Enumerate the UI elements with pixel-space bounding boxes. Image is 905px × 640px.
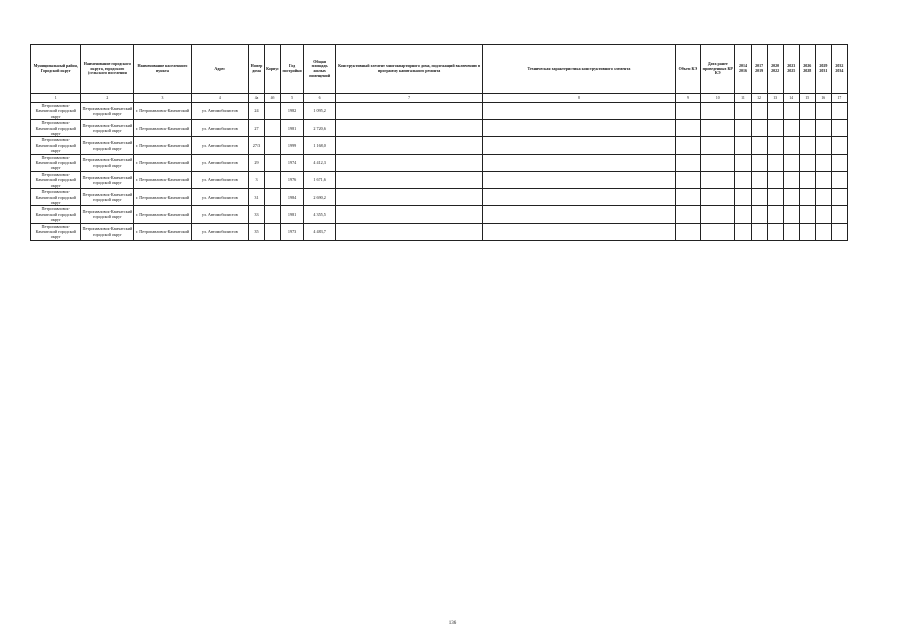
column-number-row <box>31 94 848 103</box>
column-number-cell: 12 <box>751 94 767 103</box>
empty-cell <box>783 171 799 188</box>
group-house-cell: 29 <box>248 154 264 171</box>
empty-cell <box>483 120 676 137</box>
group-area-cell: 2 690,2 <box>304 189 336 206</box>
group-locality-cell: г. Петропавловск-Камчатский <box>134 103 191 120</box>
header-cell: Корпус <box>265 45 281 94</box>
empty-cell <box>735 137 751 154</box>
column-number-cell: 17 <box>831 94 847 103</box>
group-district-cell: Петропавловск-Камчатский городской округ <box>31 120 81 137</box>
column-number-cell: 16 <box>815 94 831 103</box>
header-cell: Дата ранее проведенных КР КЭ <box>701 45 735 94</box>
group-district-cell: Петропавловск-Камчатский городской округ <box>31 189 81 206</box>
empty-cell <box>675 154 700 171</box>
header-cell: 2017 2019 <box>751 45 767 94</box>
empty-cell <box>483 223 676 240</box>
table-row <box>31 206 848 223</box>
column-number-cell: 7 <box>336 94 483 103</box>
empty-cell <box>483 154 676 171</box>
column-number-cell: 8 <box>483 94 676 103</box>
empty-cell <box>751 103 767 120</box>
empty-cell <box>767 223 783 240</box>
empty-cell <box>675 137 700 154</box>
empty-cell <box>831 103 847 120</box>
empty-cell <box>767 171 783 188</box>
group-korpus-cell <box>265 189 281 206</box>
header-cell: 2032 2034 <box>831 45 847 94</box>
column-number-cell: 5 <box>281 94 304 103</box>
empty-cell <box>751 171 767 188</box>
empty-cell <box>751 223 767 240</box>
group-house-cell: 3 <box>248 171 264 188</box>
group-district-cell: Петропавловск-Камчатский городской округ <box>31 223 81 240</box>
empty-cell <box>783 120 799 137</box>
group-settlement-cell: Петропавловск-Камчатский городской округ <box>81 103 134 120</box>
group-settlement-cell: Петропавловск-Камчатский городской округ <box>81 171 134 188</box>
empty-cell <box>799 223 815 240</box>
table-row <box>31 120 848 137</box>
table-header-row <box>31 45 848 94</box>
table-row <box>31 154 848 171</box>
group-year-cell: 1982 <box>281 103 304 120</box>
empty-cell <box>767 103 783 120</box>
empty-cell <box>815 120 831 137</box>
group-settlement-cell: Петропавловск-Камчатский городской округ <box>81 206 134 223</box>
group-district-cell: Петропавловск-Камчатский городской округ <box>31 206 81 223</box>
header-cell: Техническая характеристика конструктивного элемента <box>483 45 676 94</box>
empty-cell <box>336 120 483 137</box>
table-body <box>31 103 848 241</box>
empty-cell <box>799 189 815 206</box>
group-korpus-cell <box>265 137 281 154</box>
empty-cell <box>783 103 799 120</box>
column-number-cell: 14 <box>783 94 799 103</box>
empty-cell <box>735 154 751 171</box>
column-number-cell: 2 <box>81 94 134 103</box>
header-cell: Номер дома <box>248 45 264 94</box>
table-row <box>31 137 848 154</box>
header-cell: Год постройки <box>281 45 304 94</box>
empty-cell <box>799 171 815 188</box>
group-district-cell: Петропавловск-Камчатский городской округ <box>31 154 81 171</box>
empty-cell <box>815 189 831 206</box>
group-locality-cell: г. Петропавловск-Камчатский <box>134 206 191 223</box>
empty-cell <box>701 206 735 223</box>
column-number-cell: 13 <box>767 94 783 103</box>
group-district-cell: Петропавловск-Камчатский городской округ <box>31 171 81 188</box>
empty-cell <box>783 206 799 223</box>
header-cell: Наименование городского округа, городского (сельского поселения <box>81 45 134 94</box>
column-number-cell: 9 <box>675 94 700 103</box>
empty-cell <box>675 171 700 188</box>
empty-cell <box>675 206 700 223</box>
empty-cell <box>815 171 831 188</box>
empty-cell <box>701 103 735 120</box>
empty-cell <box>483 206 676 223</box>
empty-cell <box>701 189 735 206</box>
empty-cell <box>767 206 783 223</box>
table-row <box>31 223 848 240</box>
column-number-cell: 11 <box>735 94 751 103</box>
empty-cell <box>831 120 847 137</box>
empty-cell <box>483 137 676 154</box>
empty-cell <box>831 223 847 240</box>
column-number-cell: 4 <box>191 94 248 103</box>
empty-cell <box>815 206 831 223</box>
column-number-cell: 4а <box>248 94 264 103</box>
empty-cell <box>751 154 767 171</box>
empty-cell <box>701 120 735 137</box>
empty-cell <box>751 120 767 137</box>
empty-cell <box>336 206 483 223</box>
empty-cell <box>751 189 767 206</box>
empty-cell <box>783 137 799 154</box>
empty-cell <box>783 223 799 240</box>
empty-cell <box>831 206 847 223</box>
column-number-cell: 6 <box>304 94 336 103</box>
empty-cell <box>675 189 700 206</box>
header-cell: 2014 2016 <box>735 45 751 94</box>
group-locality-cell: г. Петропавловск-Камчатский <box>134 154 191 171</box>
empty-cell <box>336 154 483 171</box>
group-year-cell: 1999 <box>281 137 304 154</box>
group-korpus-cell <box>265 206 281 223</box>
group-address-cell: ул. Автомобилистов <box>191 120 248 137</box>
empty-cell <box>701 171 735 188</box>
group-address-cell: ул. Автомобилистов <box>191 171 248 188</box>
empty-cell <box>815 223 831 240</box>
group-house-cell: 35 <box>248 223 264 240</box>
capital-repair-table-sheet <box>30 44 848 241</box>
column-number-cell: 15 <box>799 94 815 103</box>
group-locality-cell: г. Петропавловск-Камчатский <box>134 189 191 206</box>
empty-cell <box>483 171 676 188</box>
empty-cell <box>783 154 799 171</box>
empty-cell <box>336 103 483 120</box>
empty-cell <box>831 137 847 154</box>
empty-cell <box>799 154 815 171</box>
group-house-cell: 27/3 <box>248 137 264 154</box>
group-address-cell: ул. Автомобилистов <box>191 189 248 206</box>
empty-cell <box>751 206 767 223</box>
group-locality-cell: г. Петропавловск-Камчатский <box>134 120 191 137</box>
group-year-cell: 1981 <box>281 120 304 137</box>
empty-cell <box>336 137 483 154</box>
capital-repair-table <box>30 44 848 241</box>
group-district-cell: Петропавловск-Камчатский городской округ <box>31 137 81 154</box>
header-cell: 2029 2031 <box>815 45 831 94</box>
empty-cell <box>815 154 831 171</box>
empty-cell <box>675 120 700 137</box>
header-cell: Объем КЭ <box>675 45 700 94</box>
group-address-cell: ул. Автомобилистов <box>191 154 248 171</box>
empty-cell <box>751 137 767 154</box>
empty-cell <box>799 103 815 120</box>
table-row <box>31 103 848 120</box>
empty-cell <box>815 103 831 120</box>
header-cell: 2023 2025 <box>783 45 799 94</box>
empty-cell <box>483 189 676 206</box>
empty-cell <box>767 154 783 171</box>
group-year-cell: 1984 <box>281 189 304 206</box>
group-settlement-cell: Петропавловск-Камчатский городской округ <box>81 137 134 154</box>
empty-cell <box>336 171 483 188</box>
group-area-cell: 1 095,2 <box>304 103 336 120</box>
group-address-cell: ул. Автомобилистов <box>191 206 248 223</box>
group-locality-cell: г. Петропавловск-Камчатский <box>134 223 191 240</box>
empty-cell <box>799 137 815 154</box>
header-cell: Общая площадь жилых помещений <box>304 45 336 94</box>
empty-cell <box>767 120 783 137</box>
group-area-cell: 4 483,7 <box>304 223 336 240</box>
empty-cell <box>815 137 831 154</box>
group-area-cell: 2 720,6 <box>304 120 336 137</box>
empty-cell <box>767 189 783 206</box>
group-year-cell: 1981 <box>281 206 304 223</box>
empty-cell <box>701 137 735 154</box>
empty-cell <box>735 103 751 120</box>
empty-cell <box>701 154 735 171</box>
header-cell: 2020 2022 <box>767 45 783 94</box>
empty-cell <box>483 103 676 120</box>
group-area-cell: 1 671,6 <box>304 171 336 188</box>
group-year-cell: 1976 <box>281 171 304 188</box>
empty-cell <box>336 189 483 206</box>
group-house-cell: 31 <box>248 189 264 206</box>
empty-cell <box>675 223 700 240</box>
empty-cell <box>799 206 815 223</box>
group-area-cell: 1 168,0 <box>304 137 336 154</box>
column-number-cell: 10 <box>701 94 735 103</box>
group-korpus-cell <box>265 103 281 120</box>
empty-cell <box>735 206 751 223</box>
page-number: 136 <box>448 621 457 626</box>
empty-cell <box>735 120 751 137</box>
group-district-cell: Петропавловск-Камчатский городской округ <box>31 103 81 120</box>
group-year-cell: 1974 <box>281 154 304 171</box>
empty-cell <box>735 189 751 206</box>
group-korpus-cell <box>265 223 281 240</box>
group-area-cell: 4 412,3 <box>304 154 336 171</box>
group-locality-cell: г. Петропавловск-Камчатский <box>134 137 191 154</box>
header-cell: Муниципальный район, Городской округ <box>31 45 81 94</box>
header-cell: Адрес <box>191 45 248 94</box>
empty-cell <box>735 171 751 188</box>
group-korpus-cell <box>265 120 281 137</box>
empty-cell <box>783 189 799 206</box>
empty-cell <box>799 120 815 137</box>
empty-cell <box>831 189 847 206</box>
empty-cell <box>831 171 847 188</box>
group-locality-cell: г. Петропавловск-Камчатский <box>134 171 191 188</box>
group-settlement-cell: Петропавловск-Камчатский городской округ <box>81 154 134 171</box>
table-row <box>31 189 848 206</box>
header-cell: Наименование населенного пункта <box>134 45 191 94</box>
empty-cell <box>831 154 847 171</box>
empty-cell <box>735 223 751 240</box>
group-year-cell: 1973 <box>281 223 304 240</box>
column-number-cell: 3 <box>134 94 191 103</box>
group-house-cell: 27 <box>248 120 264 137</box>
group-address-cell: ул. Автомобилистов <box>191 223 248 240</box>
group-house-cell: 33 <box>248 206 264 223</box>
group-address-cell: ул. Автомобилистов <box>191 103 248 120</box>
header-cell: 2026 2028 <box>799 45 815 94</box>
table-row <box>31 171 848 188</box>
column-number-cell: 1 <box>31 94 81 103</box>
empty-cell <box>675 103 700 120</box>
group-area-cell: 4 355,5 <box>304 206 336 223</box>
empty-cell <box>767 137 783 154</box>
group-settlement-cell: Петропавловск-Камчатский городской округ <box>81 223 134 240</box>
group-settlement-cell: Петропавловск-Камчатский городской округ <box>81 189 134 206</box>
empty-cell <box>701 223 735 240</box>
group-korpus-cell <box>265 171 281 188</box>
group-korpus-cell <box>265 154 281 171</box>
group-house-cell: 24 <box>248 103 264 120</box>
column-number-cell: 4б <box>265 94 281 103</box>
header-cell: Конструктивный элемент многоквартирного дома, подлежащий включению в программу капитального ремонта <box>336 45 483 94</box>
empty-cell <box>336 223 483 240</box>
group-settlement-cell: Петропавловск-Камчатский городской округ <box>81 120 134 137</box>
group-address-cell: ул. Автомобилистов <box>191 137 248 154</box>
